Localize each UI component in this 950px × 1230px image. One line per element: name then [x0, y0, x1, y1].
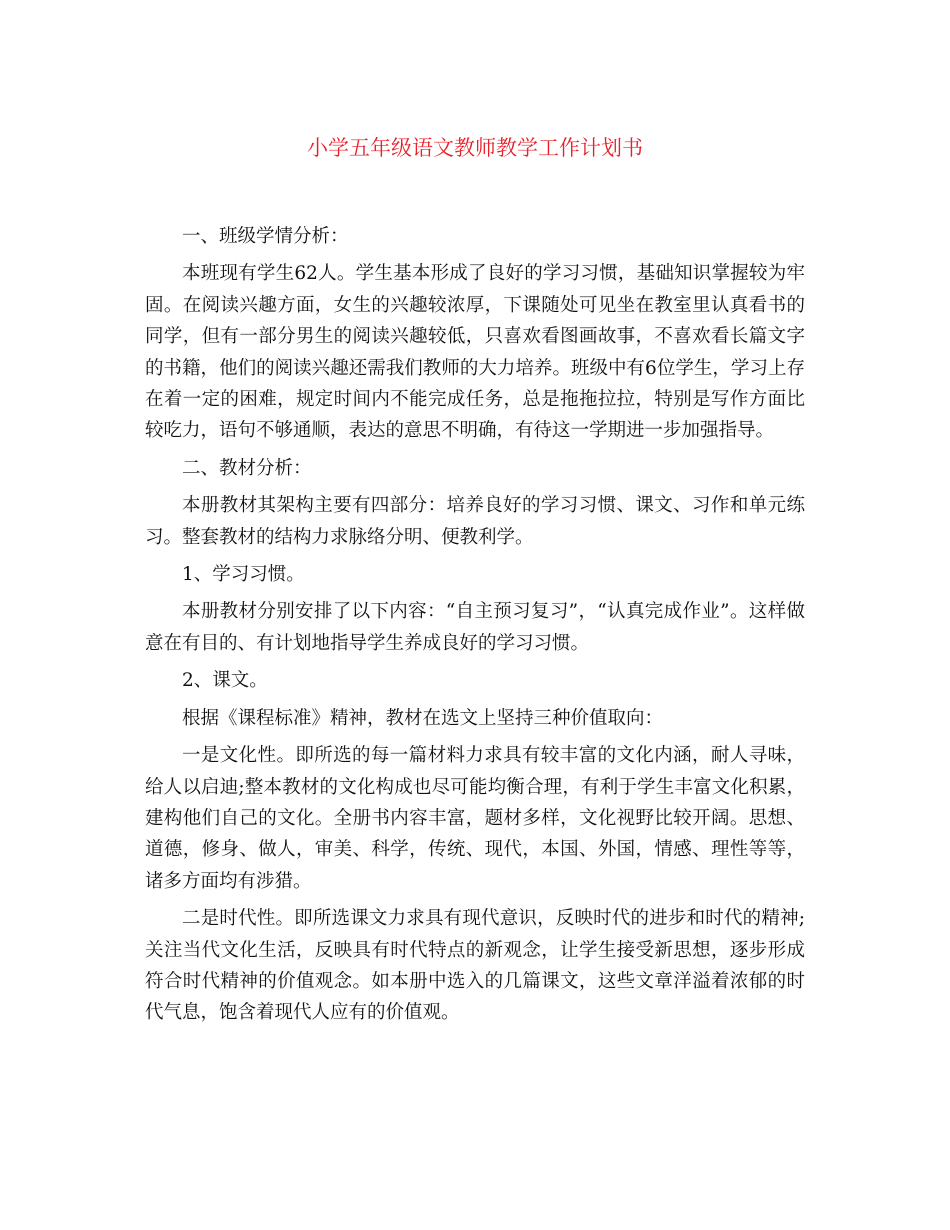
paragraph-textbook-structure: 本册教材其架构主要有四部分：培养良好的学习习惯、课文、习作和单元练习。整套教材的结构力求脉络分明、便教利学。: [145, 495, 805, 548]
document-body: [145, 221, 805, 1035]
paragraph-cultural: 一是文化性。即所选的每一篇材料力求具有较丰富的文化内涵，耐人寻味，给人以启迪;整本教材的文化构成也尽可能均衡合理，有利于学生丰富文化积累，建构他们自己的文化。全册书内容丰富，题材多样，文化视野比较开阔。思想、道德，修身、做人，审美、科学，传统、现代，本国、外国，情感、理性等等，诸多方面均有涉猎。: [145, 745, 805, 892]
paragraph-class-analysis: 本班现有学生62人。学生基本形成了良好的学习习惯，基础知识掌握较为牢固。在阅读兴趣方面，女生的兴趣较浓厚，下课随处可见坐在教室里认真看书的同学，但有一部分男生的阅读兴趣较低，只喜欢看图画故事，不喜欢看长篇文字的书籍，他们的阅读兴趣还需我们教师的大力培养。班级中有6位学生，学习上存在着一定的困难，规定时间内不能完成任务，总是拖拖拉拉，特别是写作方面比较吃力，语句不够通顺，表达的意思不明确，有待这一学期进一步加强指导。: [145, 263, 805, 442]
section-heading-textbook-analysis: 二、教材分析：: [182, 457, 312, 479]
section-heading-class-analysis: 一、班级学情分析：: [182, 226, 349, 247]
subheading-texts: 2、课文。: [182, 670, 268, 692]
paragraph-contemporary: 二是时代性。即所选课文力求具有现代意识，反映时代的进步和时代的精神;关注当代文化生活，反映具有时代特点的新观念，让学生接受新思想，逐步形成符合时代精神的价值观念。如本册中选入的几篇课文，这些文章洋溢着浓郁的时代气息，饱含着现代人应有的价值观。: [145, 908, 805, 1024]
paragraph-study-habits: 本册教材分别安排了以下内容：“自主预习复习”，“认真完成作业”。这样做意在有目的、有计划地指导学生养成良好的学习习惯。: [145, 601, 805, 654]
subheading-study-habits: 1、学习习惯。: [182, 564, 305, 586]
document-title: 小学五年级语文教师教学工作计划书: [307, 136, 643, 160]
paragraph-value-orientation: 根据《课程标准》精神，教材在选文上坚持三种价值取向：: [182, 707, 664, 729]
